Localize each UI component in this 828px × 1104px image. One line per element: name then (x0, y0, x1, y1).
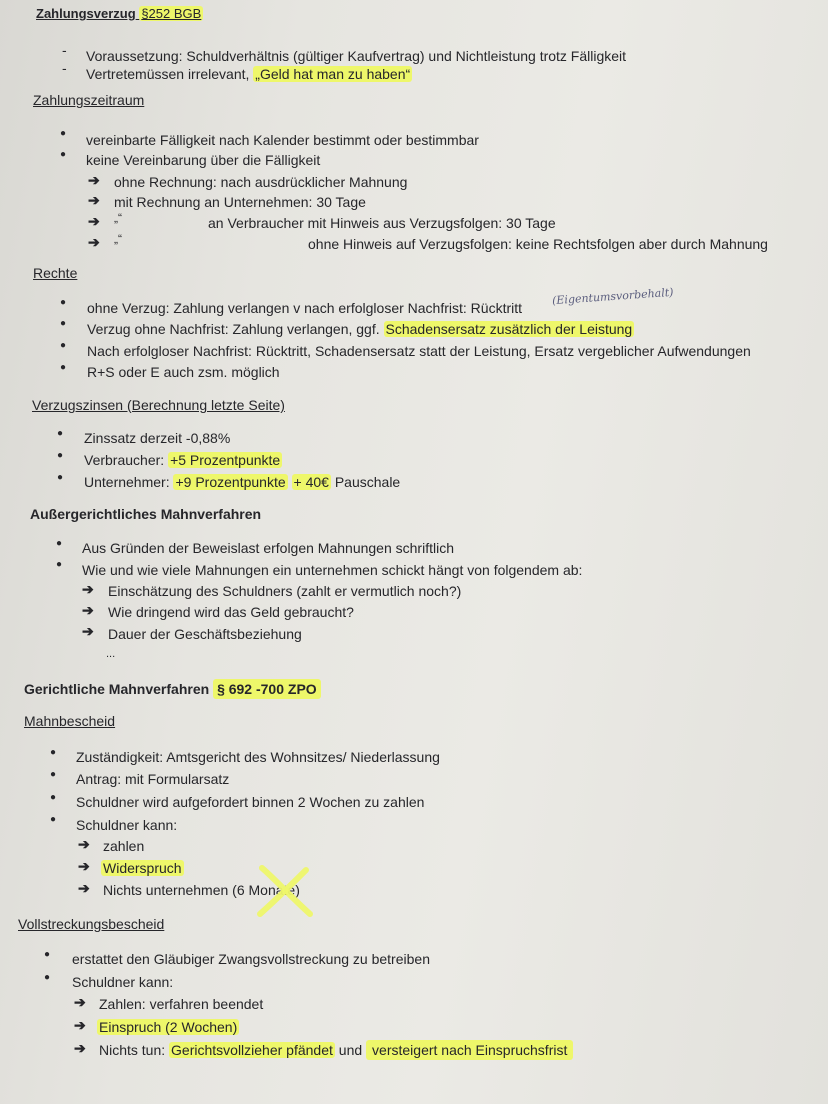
bullet: ● (50, 747, 57, 758)
highlight-prozentpunkte: +5 Prozentpunkte (170, 452, 281, 468)
text: Verzug ohne Nachfrist: Zahlung verlangen, ggf. (87, 321, 384, 337)
text: Nichts tun: (99, 1042, 170, 1058)
bullet: ● (60, 362, 67, 373)
handwritten-cross-mark (254, 862, 316, 920)
bullet: ● (50, 814, 57, 825)
arrow-icon: ➔ (78, 836, 90, 852)
heading-verzugszinsen: Verzugszinsen (Berechnung letzte Seite) (32, 397, 285, 413)
ditto-mark: „“ (114, 232, 122, 246)
heading-mahnbescheid: Mahnbescheid (24, 713, 116, 729)
bullet-text: Zinssatz derzeit -0,88% (84, 430, 231, 446)
heading-zahlungsverzug (36, 6, 203, 21)
highlight-einspruch: Einspruch (2 Wochen) (99, 1019, 238, 1035)
arrow-text (101, 860, 184, 876)
bullet: ● (57, 472, 64, 483)
bullet-text: ohne Verzug: Zahlung verlangen v nach erfolgloser Nachfrist: Rücktritt (87, 300, 523, 316)
highlight-gerichtsvollzieher: Gerichtsvollzieher pfändet (171, 1042, 333, 1058)
bullet: ● (57, 428, 64, 439)
bullet: ● (60, 340, 67, 351)
bullet-text (84, 474, 400, 490)
text: Vertretemüssen irrelevant, (86, 66, 254, 82)
arrow-text (99, 1042, 573, 1058)
arrow-text: Wie dringend wird das Geld gebraucht? (108, 604, 354, 620)
dash-marker: - (62, 42, 67, 58)
arrow-text (97, 1019, 239, 1035)
text: und (334, 1042, 367, 1058)
bullet: ● (60, 297, 67, 308)
arrow-icon: ➔ (82, 602, 94, 618)
arrow-icon: ➔ (78, 880, 90, 896)
arrow-icon: ➔ (88, 172, 100, 188)
handwritten-note: (Eigentumsvorbehalt) (551, 285, 674, 308)
heading-text: Gerichtliche Mahnverfahren (24, 681, 214, 697)
arrow-text: Einschätzung des Schuldners (zahlt er vermutlich noch?) (108, 583, 462, 599)
highlight-schadensersatz: Schadensersatz zusätzlich der Leistung (385, 321, 633, 337)
bullet-text: keine Vereinbarung über die Fälligkeit (86, 152, 321, 168)
bullet: ● (50, 792, 57, 803)
arrow-icon: ➔ (74, 994, 86, 1010)
line-vertretemuessen (86, 66, 412, 82)
bullet: ● (57, 450, 64, 461)
highlight-widerspruch: Widerspruch (103, 860, 182, 876)
arrow-text: mit Rechnung an Unternehmen: 30 Tage (114, 194, 366, 210)
arrow-icon: ➔ (82, 623, 94, 639)
bullet-text: Antrag: mit Formularsatz (76, 771, 230, 787)
bullet: ● (44, 972, 51, 983)
bullet-text (87, 321, 634, 337)
arrow-icon: ➔ (88, 234, 100, 250)
highlight-paragraph: §252 BGB (141, 6, 202, 21)
heading-vollstreckungsbescheid: Vollstreckungsbescheid (18, 916, 165, 932)
dash-marker: - (62, 60, 67, 76)
arrow-icon: ➔ (78, 858, 90, 874)
bullet: ● (56, 559, 63, 570)
bullet-text: vereinbarte Fälligkeit nach Kalender bestimmt oder bestimmbar (86, 132, 479, 148)
bullet-text: Wie und wie viele Mahnungen ein unternehmen schickt hängt von folgendem ab: (82, 562, 583, 578)
bullet: ● (50, 769, 57, 780)
bullet: ● (60, 149, 67, 160)
highlight-pauschale: + 40€ (293, 474, 329, 490)
arrow-icon: ➔ (88, 213, 100, 229)
bullet: ● (56, 538, 63, 549)
bullet: ● (60, 128, 67, 139)
heading-rechte: Rechte (33, 265, 78, 281)
arrow-text: ohne Hinweis auf Verzugsfolgen: keine Rechtsfolgen aber durch Mahnung (308, 236, 768, 252)
highlight-quote: „Geld hat man zu haben“ (255, 66, 411, 82)
text: Pauschale (330, 474, 401, 490)
bullet: ● (60, 318, 67, 329)
bullet-text: Schuldner kann: (76, 817, 178, 833)
bullet-text: erstattet den Gläubiger Zwangsvollstreckung zu betreiben (72, 951, 430, 967)
highlight-zpo: § 692 -700 ZPO (213, 679, 321, 699)
ditto-mark: „“ (114, 211, 122, 225)
bullet: ● (44, 949, 51, 960)
arrow-icon: ➔ (74, 1017, 86, 1033)
bullet-text: Aus Gründen der Beweislast erfolgen Mahnungen schriftlich (82, 540, 454, 556)
arrow-text: Nichts unternehmen (6 Monate) (103, 882, 300, 898)
heading-aussergerichtlich: Außergerichtliches Mahnverfahren (30, 506, 262, 522)
line-voraussetzung: Voraussetzung: Schuldverhältnis (gültiger Kaufvertrag) und Nichtleistung trotz Fälligkeit (86, 48, 627, 64)
bullet-text: Zuständigkeit: Amtsgericht des Wohnsitzes/ Niederlassung (76, 749, 440, 765)
arrow-text: Dauer der Geschäftsbeziehung (108, 626, 302, 642)
heading-text: Zahlungsverzug (36, 6, 136, 21)
bullet-text: Schuldner kann: (72, 974, 174, 990)
heading-gerichtliche-mahnverfahren (24, 681, 321, 697)
arrow-icon: ➔ (88, 192, 100, 208)
bullet-text (84, 452, 282, 468)
arrow-text: ohne Rechnung: nach ausdrücklicher Mahnung (114, 174, 408, 190)
arrow-icon: ➔ (82, 581, 94, 597)
arrow-text: an Verbraucher mit Hinweis aus Verzugsfolgen: 30 Tage (208, 215, 556, 231)
text: Unternehmer: (84, 474, 174, 490)
highlight-prozentpunkte: +9 Prozentpunkte (175, 474, 286, 490)
bullet-text: Schuldner wird aufgefordert binnen 2 Wochen zu zahlen (76, 794, 425, 810)
heading-zahlungszeitraum: Zahlungszeitraum (33, 92, 145, 108)
arrow-icon: ➔ (74, 1040, 86, 1056)
text: Verbraucher: (84, 452, 169, 468)
highlight-versteigert: versteigert nach Einspruchsfrist (366, 1040, 573, 1060)
arrow-text: zahlen (103, 838, 145, 854)
ellipsis: ... (106, 648, 116, 660)
arrow-text: Zahlen: verfahren beendet (99, 996, 264, 1012)
bullet-text: R+S oder E auch zsm. möglich (87, 364, 280, 380)
bullet-text: Nach erfolgloser Nachfrist: Rücktritt, Schadensersatz statt der Leistung, Ersatz vergeblicher Aufwendungen (87, 343, 751, 359)
